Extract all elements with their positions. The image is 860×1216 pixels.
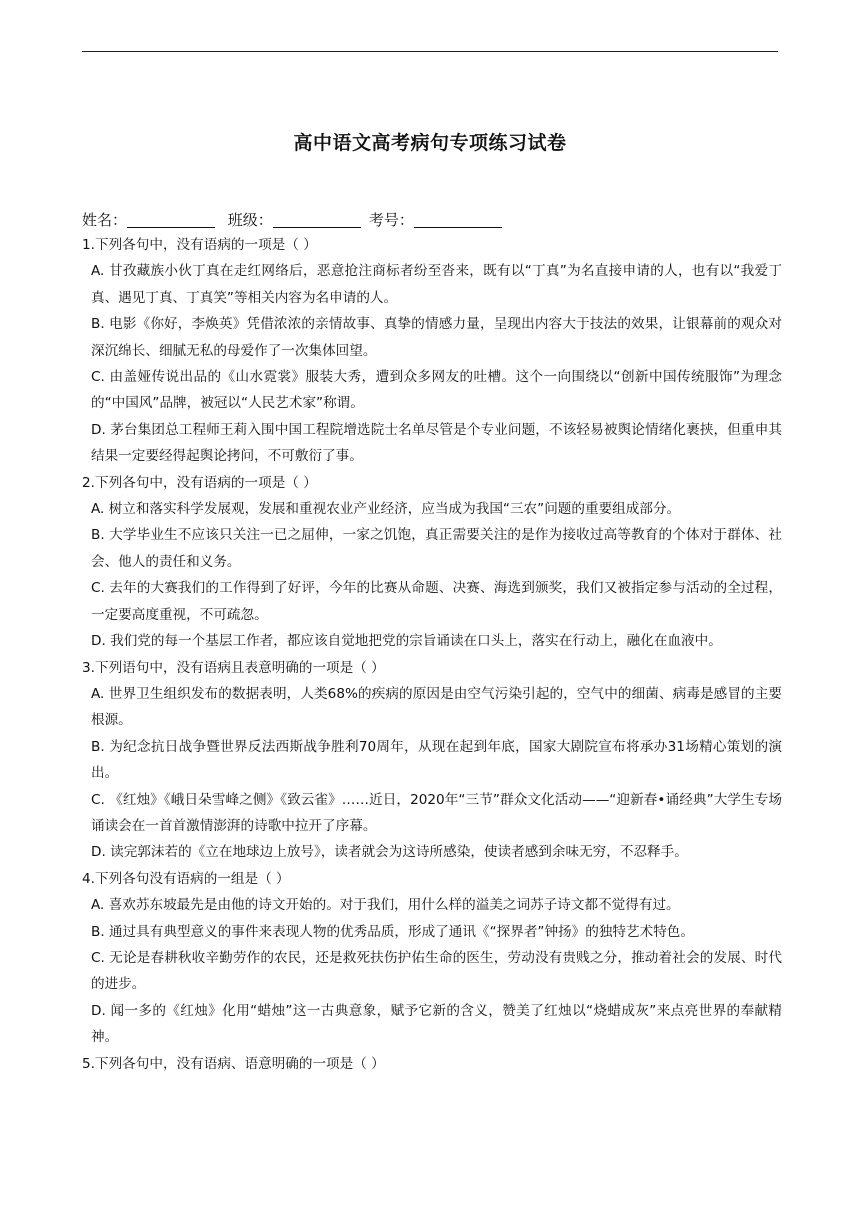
option-b: B. 大学毕业生不应该只关注一已之屈伸，一家之饥饱，真正需要关注的是作为接收过高等教育的个体对于群体、社会、他人的责任和义务。 bbox=[91, 527, 782, 570]
question-stem: 4.下列各句没有语病的一组是（ ） bbox=[82, 870, 290, 887]
option-a: A. 喜欢苏东坡最先是由他的诗文开始的。对于我们，用什么样的溢美之词苏子诗文都不觉得有过。 bbox=[91, 897, 680, 914]
id-blank[interactable] bbox=[414, 212, 502, 228]
option-c: C. 无论是春耕秋收辛勤劳作的农民，还是救死扶伤护佑生命的医生，劳动没有贵贱之分，推动着社会的发展、时代的进步。 bbox=[91, 949, 782, 993]
question-list bbox=[82, 232, 782, 1077]
class-label: 班级： bbox=[227, 211, 273, 229]
question-stem: 5.下列各句中，没有语病、语意明确的一项是（ ） bbox=[82, 1055, 385, 1072]
option-d: D. 闻一多的《红烛》化用“蜡烛”这一古典意象，赋予它新的含义，赞美了红烛以“烧蜡成灰”来点亮世界的奉献精神。 bbox=[91, 1002, 782, 1046]
class-blank[interactable] bbox=[273, 212, 361, 228]
id-label: 考号： bbox=[368, 211, 414, 229]
option-c: C. 去年的大赛我们的工作得到了好评，今年的比赛从命题、决赛、海选到颁奖，我们又被指定参与活动的全过程，一定要高度重视，不可疏忽。 bbox=[91, 580, 782, 623]
student-info-line bbox=[82, 209, 510, 230]
header-rule bbox=[82, 51, 778, 52]
name-label: 姓名： bbox=[82, 211, 128, 229]
option-c: C. 《红烛》《峨日朵雪峰之侧》《致云雀》……近日，2020年“三节”群众文化活动——“迎新春•诵经典”大学生专场诵读会在一首首激情澎湃的诗歌中拉开了序幕。 bbox=[91, 791, 782, 834]
question-5 bbox=[82, 1051, 782, 1077]
option-c: C. 由盖娅传说出品的《山水霓裳》服装大秀，遭到众多网友的吐槽。这个一向围绕以“创新中国传统服饰”为理念的“中国风”品牌，被冠以“人民艺术家”称谓。 bbox=[91, 369, 782, 412]
question-1 bbox=[82, 232, 782, 470]
option-a: A. 树立和落实科学发展观，发展和重视农业产业经济，应当成为我国“三农”问题的重要组成部分。 bbox=[91, 501, 681, 518]
option-b: B. 通过具有典型意义的事件来表现人物的优秀品质，形成了通讯《“探界者”钟扬》的独特艺术特色。 bbox=[91, 923, 694, 940]
question-4 bbox=[82, 866, 782, 1051]
option-d: D. 读完郭沫若的《立在地球边上放号》，读者就会为这诗所感染，使读者感到余味无穷，不忍释手。 bbox=[91, 844, 688, 861]
page-title: 高中语文高考病句专项练习试卷 bbox=[293, 132, 567, 154]
question-stem: 3.下列语句中，没有语病且表意明确的一项是（ ） bbox=[82, 659, 385, 676]
question-stem: 1.下列各句中，没有语病的一项是（ ） bbox=[82, 237, 317, 253]
option-a: A. 世界卫生组织发布的数据表明，人类68%的疾病的原因是由空气污染引起的，空气中的细菌、病毒是感冒的主要根源。 bbox=[91, 685, 782, 729]
question-2 bbox=[82, 470, 782, 655]
option-b: B. 电影《你好，李焕英》凭借浓浓的亲情故事、真挚的情感力量，呈现出内容大于技法的效果，让银幕前的观众对深沉绵长、细腻无私的母爱作了一次集体回望。 bbox=[91, 316, 782, 359]
option-d: D. 我们党的每一个基层工作者，都应该自觉地把党的宗旨诵读在口头上，落实在行动上，融化在血液中。 bbox=[91, 633, 722, 650]
question-3 bbox=[82, 655, 782, 866]
name-blank[interactable] bbox=[127, 212, 215, 228]
question-stem: 2.下列各句中，没有语病的一项是（ ） bbox=[82, 474, 317, 491]
option-a: A. 甘孜藏族小伙丁真在走红网络后，恶意抢注商标者纷至沓来，既有以“丁真”为名直接申请的人，也有以“我爱丁真、遇见丁真、丁真笑”等相关内容为名申请的人。 bbox=[91, 263, 782, 306]
option-b: B. 为纪念抗日战争暨世界反法西斯战争胜利70周年，从现在起到年底，国家大剧院宣布将承办31场精心策划的演出。 bbox=[91, 738, 782, 782]
option-d: D. 茅台集团总工程师王莉入围中国工程院增选院士名单尽管是个专业问题，不该轻易被舆论情绪化裹挟，但重申其结果一定要经得起舆论拷问，不可敷衍了事。 bbox=[91, 421, 782, 465]
